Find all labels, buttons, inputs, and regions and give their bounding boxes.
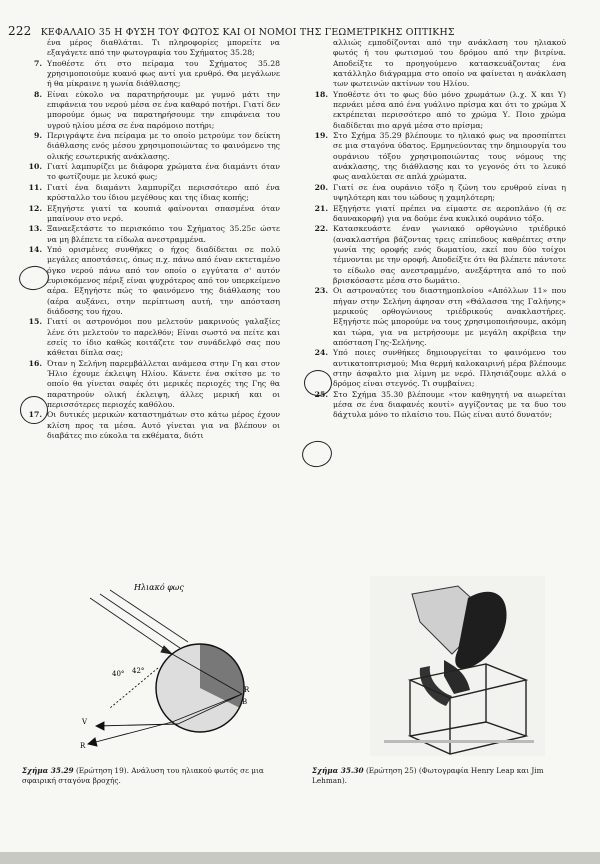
question-item: 21. Εξηγήστε γιατί πρέπει να είμαστε σε αεροπλάνο (ή σε δαυνακορφή) για να δούμε ένα κυκλικό ουράνιο τόξο.	[314, 203, 566, 223]
question-item: 20. Γιατί σε ένα ουράνιο τόξο η ζώνη του ερυθρού είναι η υψηλότερη και του ιώδους η χαμηλότερη;	[314, 182, 566, 203]
right-column	[308, 38, 566, 421]
page-number: 222	[8, 24, 32, 38]
question-item-circled: 24. Υπό ποιες συνθήκες δημιουργείται το φαινόμενο του αντικατοπτρισμού; Μια θερμή καλοκαιρινή μέρα βλέπουμε στην άσφαλτο μια λίμνη με νερό. Πλησιάζουμε αλλά ο δρόμος είναι στεγνός. Τι συμβαίνει;	[314, 348, 566, 389]
question-item: 10. Γιατί λαμπυρίζει με διάφορα χρώματα ένα διαμάντι όταν το φωτίζουμε με λευκό φως;	[28, 162, 280, 182]
angle-40: 40°	[112, 670, 125, 678]
question-item: ένα μέρος διαθλάται. Τι πληροφορίες μπορείτε να εξαγάγετε από την φωτογραφία του Σχήματος 35.28;	[47, 38, 280, 58]
question-item-circled: 15. Γιατί οι αστρονόμοι που μελετούν μακρινούς γαλαξίες λένε ότι μελετούν το παρελθόν; Είναι σωστό να πείτε και εσείς το ίδιο καθώς κοιτάζετε τον συνάδελφό σας που κάθεται δίπλα σας;	[28, 317, 280, 358]
question-item: 8. Είναι εύκολο να παρατηρήσουμε με γυμνό μάτι την επιφάνεια του νερού μέσα σε ένα καθαρό ποτήρι. Γιατί δεν μπορούμε όμως να παρατηρήσουμε την επιφάνεια του υγρού ηλίου μέσα σε ένα παρόμοιο ποτήρι;	[33, 89, 280, 130]
levitation-photo	[370, 576, 545, 756]
label-b: B	[242, 698, 248, 706]
label-r2: R	[80, 742, 86, 750]
caption-text: (Ερώτηση 25) (Φωτογραφία Henry Leap και Jim Lehman).	[312, 766, 544, 785]
question-item: 16. Όταν η Σελήνη παρεμβάλλεται ανάμεσα στην Γη και στον Ήλιο έχουμε έκλειψη Ηλίου. Κάνετε ένα σκίτσο με το οποίο θα γίνεται σαφές ότι μερικές περιοχές της Γης θα παρατηρούν ολική έκλειψη, άλλες μερική και οι περισσότερες περιοχές καθόλου.	[28, 358, 280, 410]
figure-caption-right	[312, 766, 568, 785]
question-item-circled: 23. Οι αστροναύτες του διαστημοπλοίου «Απόλλων 11» που πήγαν στην Σελήνη άφησαν στη «Θάλασσα της Γαλήνης» μερικούς ορθογώνιους τριέδρικούς ανακλαστήρες. Εξηγήστε πώς μπορούμε να τους χρησιμοποιήσουμε, ακόμη και τώρα, για να μετρήσουμε με μεγάλη ακρίβεια την απόσταση Γης-Σελήνης.	[314, 286, 566, 347]
question-item: 19. Στο Σχήμα 35.29 βλέπουμε το ηλιακό φως να προσπίπτει σε μια σταγόνα ύδατος. Ερμηνεύοντας την δημιουργία του ουράνιου τόξου χρησιμοποιώντας τους νόμους της ανάκλασης, της διάθλασης και το γεγονός ότι το λευκό φως αναλύεται σε απλά χρώματα.	[314, 131, 566, 182]
question-item: 22. Κατασκευάστε έναν γωνιακό ορθογώνιο τριέδρικό (ανακλαστήρα βάζοντας τρεις επίπεδους καθρέπτες στην γωνία της οροφής ενός δωματίου, εκεί που δύο τοίχοι τέμνονται με την οροφή. Αποδείξτε ότι θα βλέπετε πάντοτε το είδωλο σας ανεστραμμένο, ανεξάρτητα από το πού βρισκόσαστε μέσα στο δωμάτιο.	[314, 224, 566, 285]
pen-circle-q24	[300, 439, 334, 470]
scan-bottom-edge	[0, 852, 600, 864]
caption-text: (Ερώτηση 19). Ανάλυση του ηλιακού φωτός σε μια σφαιρική σταγόνα βροχής.	[22, 766, 264, 785]
question-item: 11. Γιατί ένα διαμάντι λαμπυρίζει περισσότερο από ένα κρύσταλλο του ίδιου μεγέθους και της ίδιας κοπής;	[28, 182, 280, 203]
question-item: 14. Υπό ορισμένες συνθήκες ο ήχος διαδίδεται σε πολύ μεγάλες αποστάσεις, όπως π.χ. πάνω από έναν εκτεταμένο όγκο νερού πάνω από τον οποίο ο εγγύτατα σ' αυτόν ευρισκόμενος πέριξ είναι ψυχρότερος από τον υπερκείμενο αέρα. Εξηγήστε πώς το φαινόμενο της διάθλασης του (αέρα αυξάνει, στην περίπτωση αυτή, την απόσταση διάδοσης του ήχου.	[28, 244, 280, 316]
pen-circle-q15	[20, 396, 48, 424]
question-item: 17. Οι δυτικές μερικών καταστημάτων στο κάτω μέρος έχουν κλίση προς τα μέσα. Αυτό γίνεται για να βλέπουν οι διαβάτες πιο εύκολα τα εκθέματα, διότι	[28, 410, 280, 441]
figure-caption-left	[22, 766, 280, 785]
question-item: 9. Περιγράψτε ένα πείραμα με το οποίο μετρούμε τον δείκτη διάθλασης ενός μέσου χρησιμοποιώντας το φαινόμενο της ολικής εσωτερικής ανάκλασης.	[33, 131, 280, 161]
pen-circle-q23	[304, 370, 332, 396]
running-header	[8, 24, 478, 38]
caption-label: Σχήμα 35.29	[22, 766, 74, 775]
incoming-rays	[90, 590, 188, 654]
question-item-circled: 12. Εξηγήστε γιατί τα κουπιά φαίνονται σπασμένα όταν μπαίνουν στο νερό.	[28, 203, 280, 223]
sunlight-label: Ηλιακό φως	[134, 583, 184, 592]
left-column	[22, 38, 280, 441]
angle-42: 42°	[132, 667, 145, 675]
question-item: 7. Υποθέστε ότι στο πείραμα του Σχήματος 35.28 χρησιμοποιούμε κυανό φως αντί για ερυθρό. Θα μεγάλωνε ή θα μίκραινε η γωνία διάθλασης;	[33, 58, 280, 89]
question-item: 18. Υποθέστε ότι το φως δύο μόνο χρωμάτων (λ.χ. Χ και Υ) περνάει μέσα από ένα γυάλινο πρίσμα και ότι το χρώμα Χ εκτρέπεται περισσότερο από το χρώμα Υ. Ποιο χρώμα διαδίδεται πιο αργά μέσα στο πρίσμα;	[314, 89, 566, 130]
raindrop-figure	[60, 576, 260, 754]
question-item: αλλιώς εμποδίζονται από την ανάκλαση του ηλιακού φωτός ή του φωτισμού του δρόμου από την βιτρίνα. Αποδείξτε το προηγούμενο κατασκευάζοντας ένα κατάλληλο διάγραμμα στο οποίο να φαίνεται η ανάκλαση των φωτεινών ακτίνων του Ηλίου.	[333, 38, 566, 89]
caption-label: Σχήμα 35.30	[312, 766, 364, 775]
question-item: 25. Στο Σχήμα 35.30 βλέπουμε «τον καθηγητή να αιωρείται μέσα σε ένα διαφανές κουτί» αγγίζοντας με τα δυο του δάχτυλα μόνο το πλαίσιο του. Πώς είναι αυτό δυνατόν;	[314, 389, 566, 420]
label-r: R	[244, 686, 250, 694]
question-item: 13. Ξαναεξετάστε το περισκόπιο του Σχήματος 35.25c ώστε να μη βλέπετε τα είδωλα ανεστραμμένα.	[28, 224, 280, 244]
label-v: V	[82, 718, 88, 726]
running-title: ΚΕΦΑΛΑΙΟ 35 Η ΦΥΣΗ ΤΟΥ ΦΩΤΟΣ ΚΑΙ ΟΙ ΝΟΜΟΙ ΤΗΣ ΓΕΩΜΕΤΡΙΚΗΣ ΟΠΤΙΚΗΣ	[40, 27, 455, 38]
